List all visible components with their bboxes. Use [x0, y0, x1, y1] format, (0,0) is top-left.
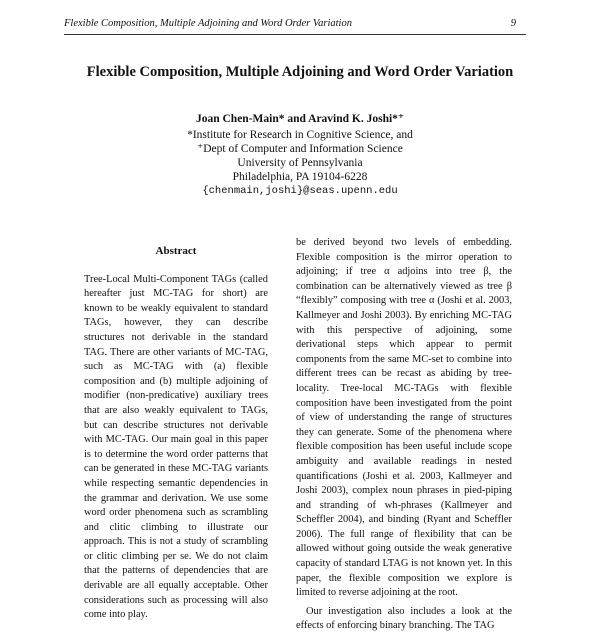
- affiliation-line-3: University of Pennsylvania: [237, 157, 363, 169]
- authors: Joan Chen-Main* and Aravind K. Joshi*⁺: [195, 113, 404, 125]
- affiliation-line-4: Philadelphia, PA 19104-6228: [232, 171, 368, 183]
- abstract-heading: Abstract: [155, 245, 197, 257]
- running-title: Flexible Composition, Multiple Adjoining and Word Order Variation: [64, 18, 352, 29]
- page-number: 9: [510, 18, 516, 29]
- paper-title: Flexible Composition, Multiple Adjoining and Word Order Variation: [86, 64, 514, 80]
- intro-column: [296, 236, 512, 634]
- running-head: [64, 18, 516, 29]
- affiliation-line-1: *Institute for Research in Cognitive Science, and: [187, 129, 413, 141]
- email: {chenmain,joshi}@seas.upenn.edu: [202, 185, 398, 197]
- intro-paragraph-1: be derived beyond two levels of embedding. Flexible composition is the mirror operation to adjoining; if tree α adjoins into tree β, the combination can be alternatively viewed as tree β “flexibly” composing with tree α (Joshi et al. 2003, Kallmeyer and Joshi 2003). By enriching MC-TAG with this perspective of adjoining, some derivational steps which appear to permit components from the same MC-set to combine into different trees can be recast as abiding by tree-locality. Tree-local MC-TAGs with flexible composition have been investigated from the point of view of understanding the range of structures they can generate. Some of the phenomena where flexible composition has been useful include scope ambiguity and available readings in nested quantifications (Joshi et al. 2003, Kallmeyer and Joshi 2003), complex noun phrases in pied-piping and stranding of wh-phrases (Kallmeyer and Scheffler 2004), and binding (Ryant and Scheffler 2006). The full range of flexibility that can be allowed without going outside the weak generative capacity of standard LTAG is not known yet. In this paper, the flexible composition we explore is limited to reverse adjoining at the root.: [296, 237, 512, 599]
- abstract-text: Tree-Local Multi-Component TAGs (called hereafter just MC-TAG for short) are known to be weakly equivalent to standard TAGs, however, they can describe structures not derivable in the standard TAG. There are other variants of MC-TAG, such as MC-TAG with (a) flexible composition and (b) multiple adjoining of modifier (non-predicative) auxiliary trees that are also weakly equivalent to TAGs, but can describe structures not derivable with MC-TAG. Our main goal in this paper is to determine the word order patterns that can be generated in these MC-TAG variants while respecting semantic dependencies in the grammar and derivation. We use some word order phenomena such as scrambling and clitic climbing to illustrate our approach. This is not a study of scrambling or clitic climbing per se. We do not claim that the patterns of dependencies that are derivable are all equally acceptable. Other considerations such as processing will also come into play.: [84, 273, 268, 621]
- author-block: [130, 112, 470, 198]
- intro-paragraph-2: Our investigation also includes a look at the effects of enforcing binary branching. The TAG: [296, 605, 512, 632]
- header-rule: [64, 34, 526, 35]
- abstract-column: [84, 244, 268, 623]
- affiliation-line-2: ⁺Dept of Computer and Information Science: [197, 143, 403, 155]
